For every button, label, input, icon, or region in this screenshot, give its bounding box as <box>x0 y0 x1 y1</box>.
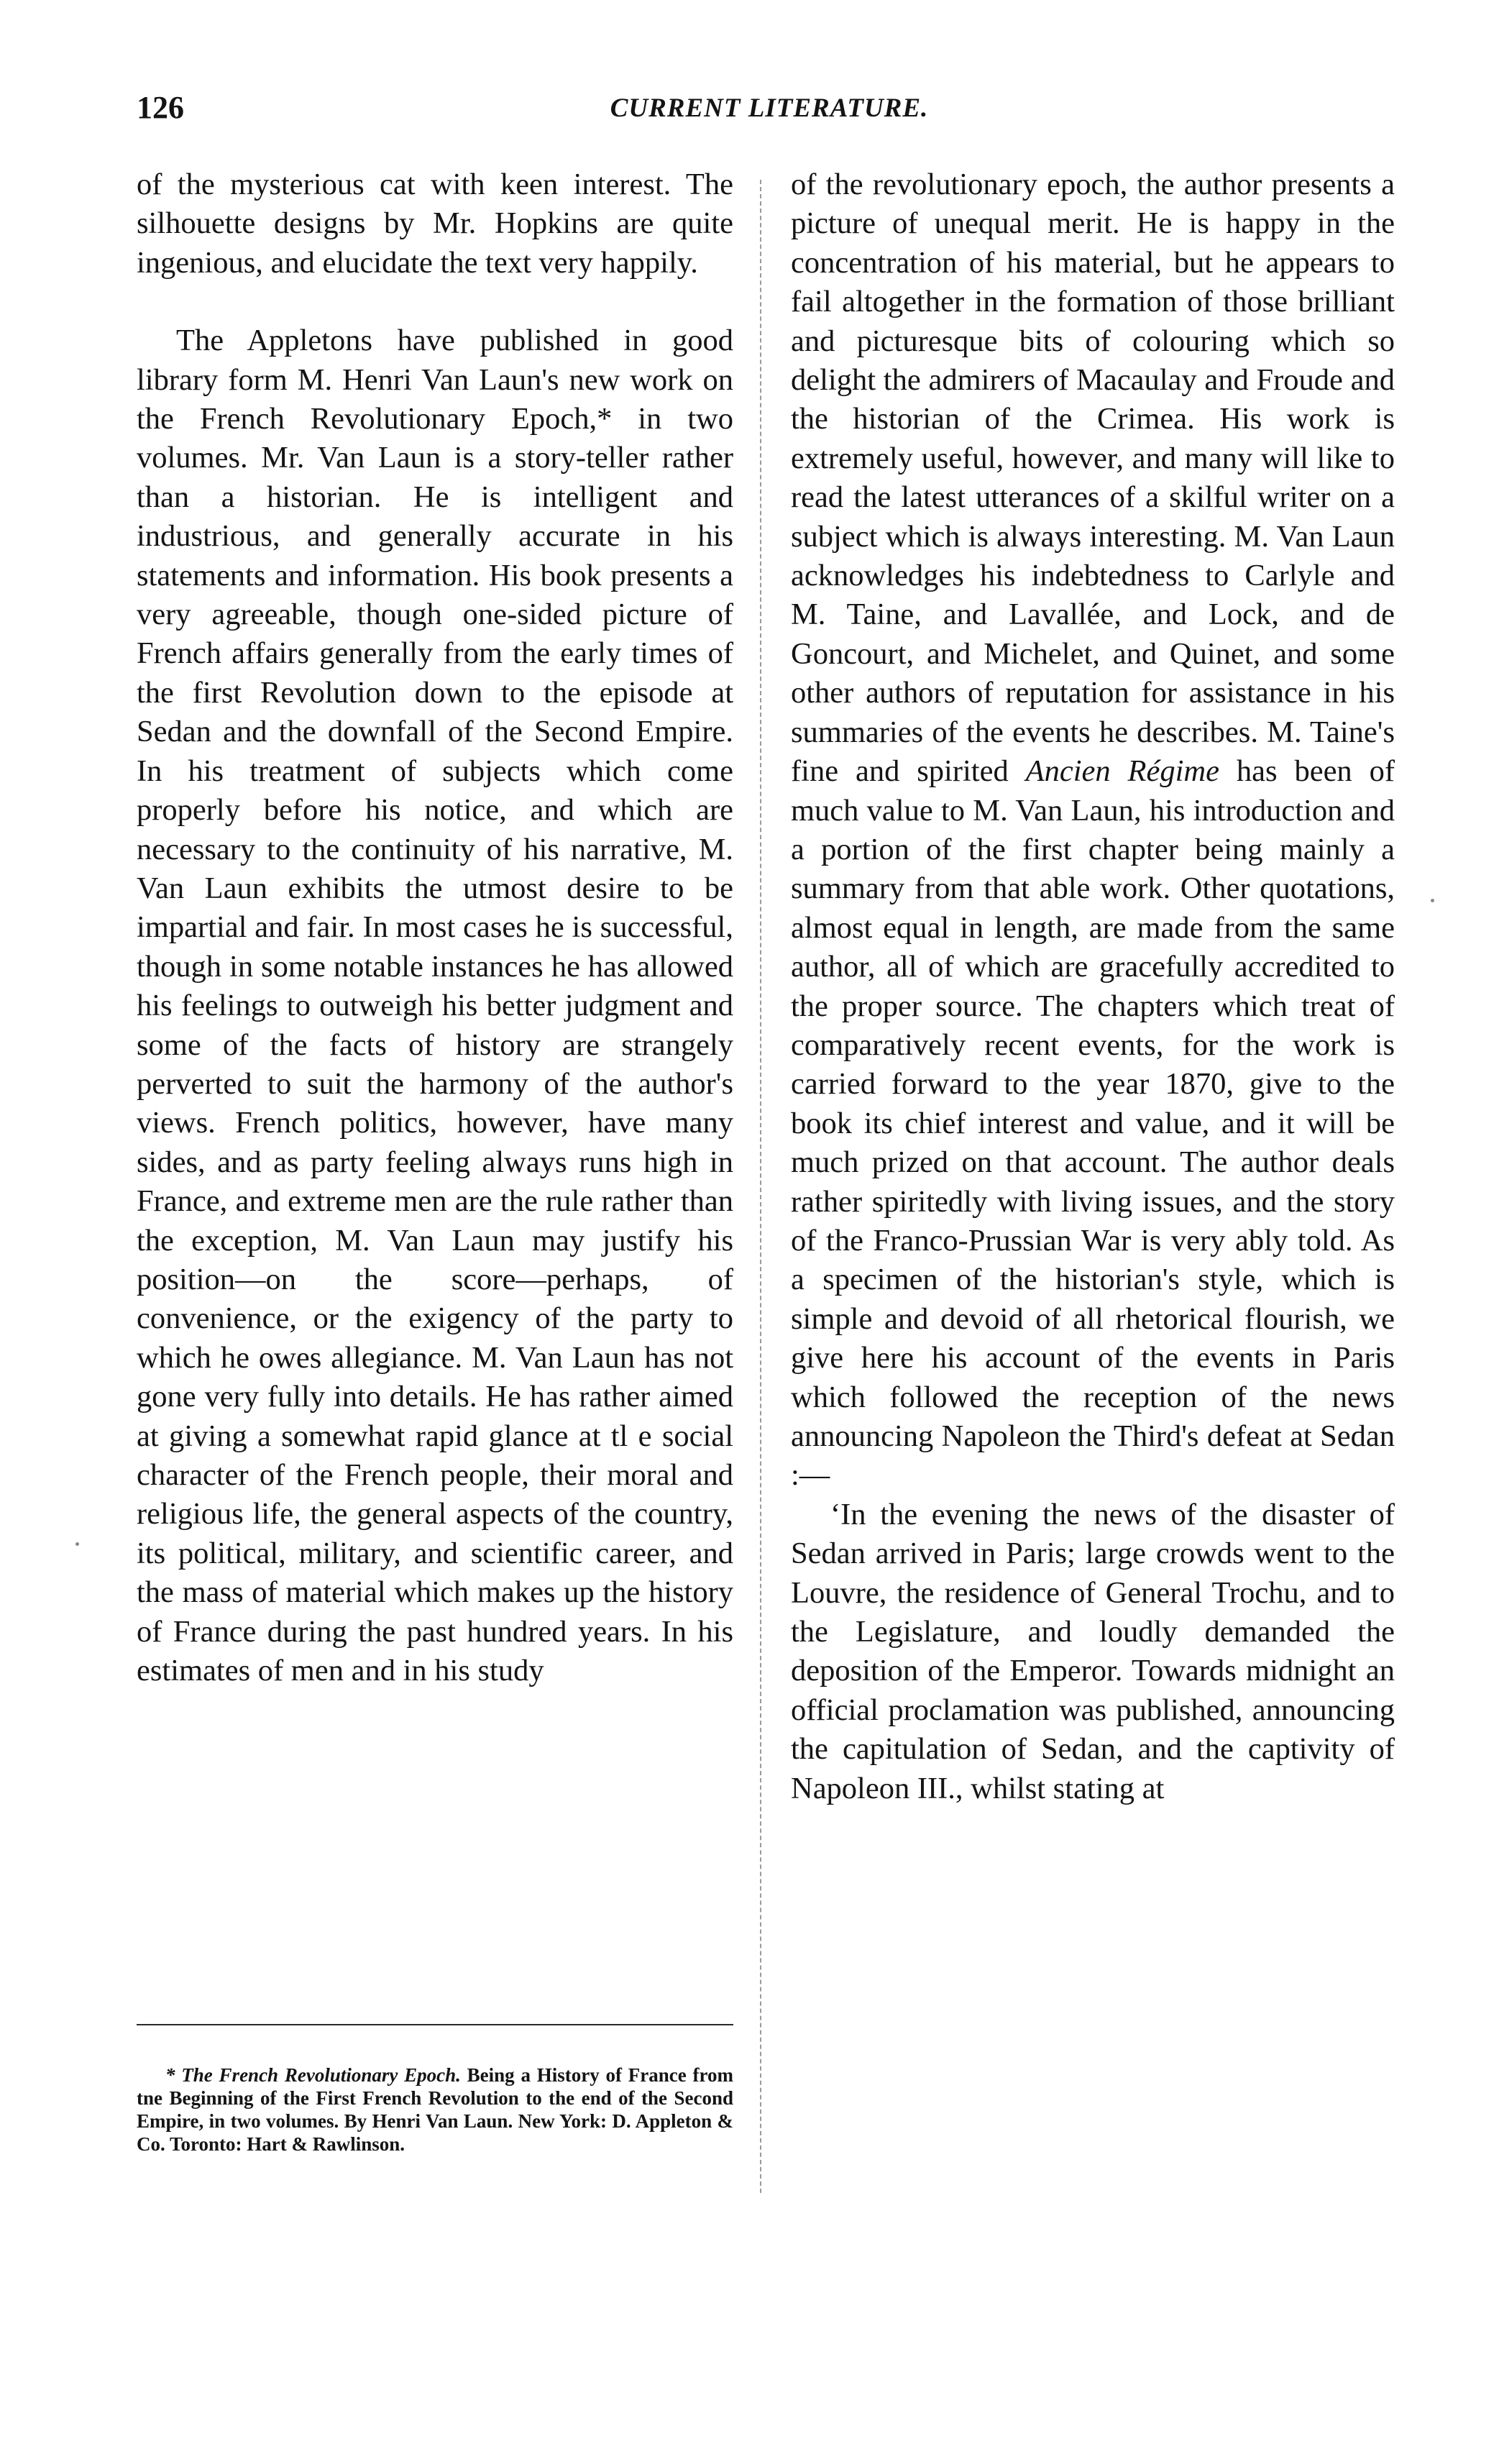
ancien-regime-title: Ancien Régime <box>1025 754 1219 789</box>
left-paragraph-2: The Appletons have published in good library form M. Henri Van Laun's new work on the French Revolutionary Epoch,* in two volumes. Mr. Van Laun is a story-teller rather than a historian. He is intelligent and industrious, and generally accurate in his statements and information. His book presents a very agreeable, though one-sided picture of French affairs generally from the early times of the first Revolution down to the episode at Sedan and the downfall of the Second Empire. In his treatment of subjects which come properly before his notice, and which are necessary to the continuity of his narrative, M. Van Laun exhibits the utmost desire to be impartial and fair. In most cases he is successful, though in some notable instances he has allowed his feelings to outweigh his better judgment and some of the facts of history are strangely perverted to suit the harmony of the author's views. French politics, however, have many sides, and as party feeling always runs high in France, and extreme men are the rule rather than the exception, M. Van Laun may justify his position—on the score—perhaps, of convenience, or the exigency of the party to which he owes allegiance. M. Van Laun has not gone very fully into details. He has rather aimed at giving a somewhat rapid glance at tl e social character of the French people, their moral and religious life, the general aspects of the country, its political, military, and scientific career, and the mass of material which makes up the history of France during the past hundred years. In his estimates of men and in his study <box>137 324 733 1688</box>
right-paragraph-1-text-a: of the revolutionary epoch, the author presents a picture of unequal merit. He is happy in the concentration of his material, but he appears to fail altogether in the formation of those brilliant and picturesque bits of colouring which so delight the admirers of Macaulay and Froude and the historian of the Crimea. His work is extremely useful, however, and many will like to read the latest utterances of a skilful writer on a subject which is always interesting. M. Van Laun acknowledges his indebtedness to Carlyle and M. Taine, and Lavallée, and Lock, and de Goncourt, and Michelet, and Quinet, and some other authors of reputation for assistance in his summaries of the events he describes. M. Taine's fine and spirited <box>791 168 1395 789</box>
footnote <box>137 2064 733 2156</box>
print-speck <box>75 1542 79 1546</box>
print-speck <box>1431 899 1434 902</box>
left-column <box>137 165 733 1690</box>
right-paragraph-2-quotation: ‘In the evening the news of the disaster of Sedan arrived in Paris; large crowds went to the Louvre, the residence of General Trochu, and to the Legislature, and loudly demanded the deposition of the Emperor. Towards midnight an official proclamation was published, announcing the capitulation of Sedan, and the captivity of Napoleon III., whilst stating at <box>791 1497 1395 1805</box>
right-paragraph-1-text-b: has been of much value to M. Van Laun, his introduction and a portion of the first chapter being mainly a summary from that able work. Other quotations, almost equal in length, are made from the same author, all of which are gracefully accredited to the proper source. The chapters which treat of comparatively recent events, for the work is carried forward to the year 1870, give to the book its chief interest and value, and it will be much prized on that account. The author deals rather spiritedly with living issues, and the story of the Franco-Prussian War is very ably told. As a specimen of the historian's style, which is simple and devoid of all rhetorical flourish, we give here his account of the events in Paris which followed the reception of the news announcing Napoleon the Third's defeat at Sedan :— <box>791 754 1395 1493</box>
right-column <box>791 165 1395 1808</box>
footnote-rule <box>137 2024 733 2025</box>
footnote-body: Being a History of France from tne Beginning of the First French Revolution to the end of the Second Empire, in two volumes. By Henri Van Laun. New York: D. Appleton & Co. Toronto: Hart & Rawlinson. <box>137 2064 733 2155</box>
page-number: 126 <box>137 90 184 125</box>
page-header <box>137 86 1402 137</box>
right-paragraph-1 <box>791 165 1395 1496</box>
footnote-title: * The French Revolutionary Epoch. <box>165 2064 461 2086</box>
column-divider <box>760 180 761 2193</box>
paragraph-gap <box>137 283 733 321</box>
left-paragraph-1: of the mysterious cat with keen interest. The silhouette designs by Mr. Hopkins are quite ingenious, and elucidate the text very happily. <box>137 168 733 280</box>
running-head: CURRENT LITERATURE. <box>610 93 929 123</box>
